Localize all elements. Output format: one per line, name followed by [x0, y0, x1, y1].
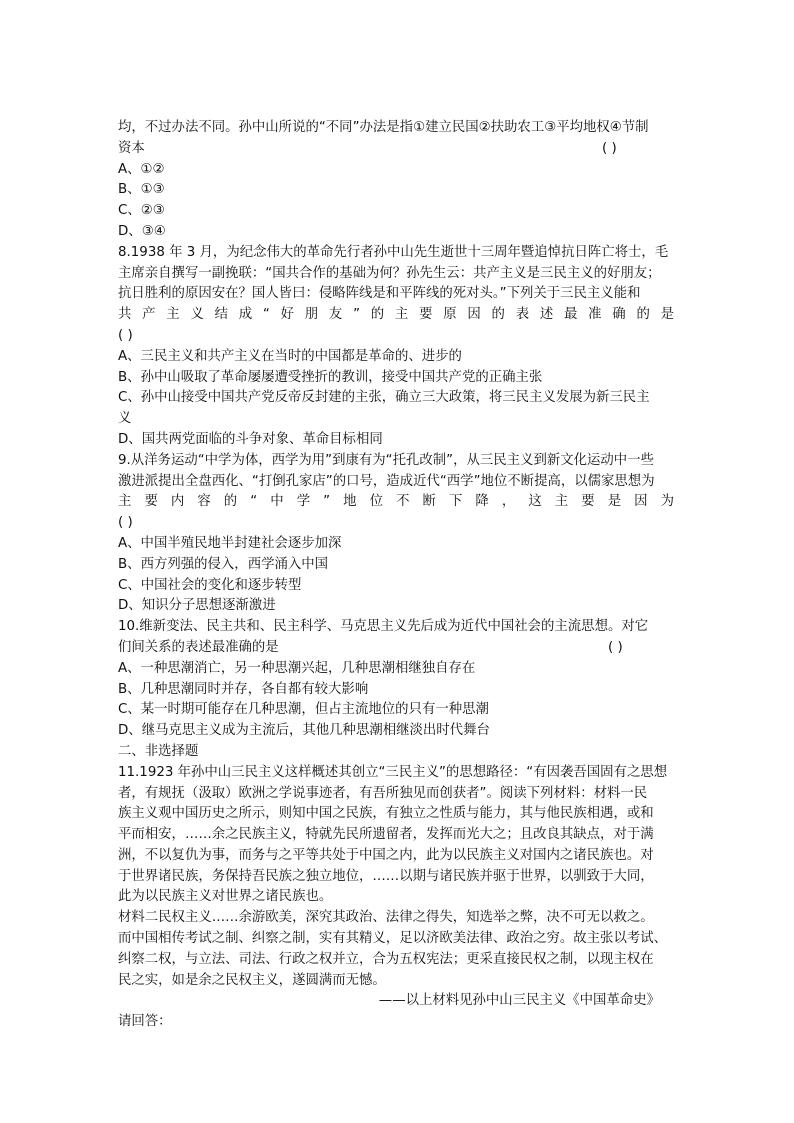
question-text-line: 洲，不以复仇为事，而务与之平等共处于中国之内，此为以民族主义对国内之诸民族也。对 — [118, 847, 654, 863]
question-text: 资本 — [118, 140, 145, 156]
question-text-line: 9.从洋务运动“中学为体，西学为用”到康有为“托孔改制”，从三民主义到新文化运动中一些 — [118, 452, 654, 468]
question-text: 们间关系的表述最准确的是 — [118, 639, 279, 655]
material-source: ——以上材料见孙中山三民主义《中国革命史》 — [378, 993, 660, 1009]
question-text-line: 主要内容的“中学”地位不断下降，这主要是因为 — [118, 494, 674, 510]
option-a: A、中国半殖民地半封建社会逐步加深 — [118, 535, 342, 551]
question-text-line: 平而相安，……余之民族主义，特就先民所遗留者，发挥而光大之；且改良其缺点，对于满 — [118, 827, 654, 843]
option-a: A、一种思潮消亡，另一种思潮兴起，几种思潮相继独自存在 — [118, 660, 476, 676]
option-b: B、孙中山吸取了革命屡屡遭受挫折的教训，接受中国共产党的正确主张 — [118, 369, 543, 385]
question-text-line: 均，不过办法不同。孙中山所说的“不同”办法是指①建立民国②扶助农工③平均地权④节制 — [118, 120, 649, 135]
option-b: B、①③ — [118, 182, 165, 198]
question-text-line — [118, 139, 674, 160]
option-c: C、某一时期可能存在几种思潮，但占主流地位的只有一种思潮 — [118, 702, 489, 718]
answer-blank: ( ) — [608, 639, 623, 655]
option-d: D、知识分子思想逐渐激进 — [118, 598, 276, 614]
question-7 — [118, 118, 674, 243]
answer-blank: ( ) — [118, 327, 133, 343]
section-heading: 二、非选择题 — [118, 743, 199, 759]
question-text-line: 于世界诸民族，务保持吾民族之独立地位，……以期与诸民族并驱于世界，以驯致于大同， — [118, 868, 654, 884]
option-c: C、②③ — [118, 203, 165, 219]
question-text-line: 激进派提出全盘西化、“打倒孔家店”的口号，造成近代“西学”地位不断提高，以儒家思想为 — [118, 473, 655, 489]
option-b: B、西方列强的侵入，西学涌入中国 — [118, 556, 329, 572]
answer-blank: ( ) — [118, 515, 133, 531]
question-text-line: 11.1923 年孙中山三民主义这样概述其创立“三民主义”的思想路径：“有因袭吾国固有之思想 — [118, 764, 668, 780]
question-9 — [118, 451, 674, 617]
document-page — [118, 118, 674, 1033]
material-text-line: 而中国相传考试之制、纠察之制，实有其精义，足以济欧美法律、政治之穷。故主张以考试、 — [118, 931, 668, 947]
option-c: C、孙中山接受中国共产党反帝反封建的主张，确立三大政策，将三民主义发展为新三民主 — [118, 390, 650, 406]
question-text-line: 此为以民族主义对世界之诸民族也。 — [118, 889, 333, 905]
question-text-line: 族主义观中国历史之所示，则知中国之民族，有独立之性质与能力，其与他民族相遇，或和 — [118, 806, 654, 822]
question-text-line: 8.1938 年 3 月，为纪念伟大的革命先行者孙中山先生逝世十三周年暨追悼抗日阵亡将士，毛 — [118, 244, 669, 260]
question-text-line: 共产主义结成“好朋友”的主要原因的表述最准确的是 — [118, 307, 674, 323]
question-text-line: 者，有规抚（汲取）欧洲之学说事迹者，有吾所独见而创获者”。阅读下列材料：材料一民 — [118, 785, 648, 801]
option-c: C、中国社会的变化和逐步转型 — [118, 577, 302, 593]
question-text-line — [118, 638, 674, 659]
answer-blank: ( ) — [602, 140, 617, 156]
question-text-line: 10.维新变法、民主共和、民主科学、马克思主义先后成为近代中国社会的主流思想。对它 — [118, 619, 649, 635]
material-text-line: 材料二民权主义……余游欧美，深究其政治、法律之得失，知选举之弊，决不可无以救之。 — [118, 910, 654, 926]
option-a: A、①② — [118, 161, 165, 177]
option-a: A、三民主义和共产主义在当时的中国都是革命的、进步的 — [118, 348, 462, 364]
option-d: D、继马克思主义成为主流后，其他几种思潮相继淡出时代舞台 — [118, 723, 490, 739]
option-d: D、国共两党面临的斗争对象、革命目标相同 — [118, 431, 383, 447]
question-10 — [118, 617, 674, 742]
option-c-continued: 义 — [118, 411, 132, 427]
question-text-line: 抗日胜利的原因安在？国人皆曰：侵略阵线是和平阵线的死对头。”下列关于三民主义能和 — [118, 286, 641, 302]
material-text-line: 纠察二权，与立法、司法、行政之权并立，合为五权宪法；更采直接民权之制，以现主权在 — [118, 951, 654, 967]
question-text-line: 主席亲自撰写一副挽联：“国共合作的基础为何？孙先生云：共产主义是三民主义的好朋友； — [118, 265, 661, 281]
question-8 — [118, 243, 674, 451]
option-b: B、几种思潮同时并存，各自都有较大影响 — [118, 681, 369, 697]
answer-prompt: 请回答： — [118, 1014, 172, 1030]
question-11 — [118, 763, 674, 1033]
option-d: D、③④ — [118, 223, 166, 239]
material-text-line: 民之实，如是余之民权主义，遂圆满而无憾。 — [118, 972, 386, 988]
